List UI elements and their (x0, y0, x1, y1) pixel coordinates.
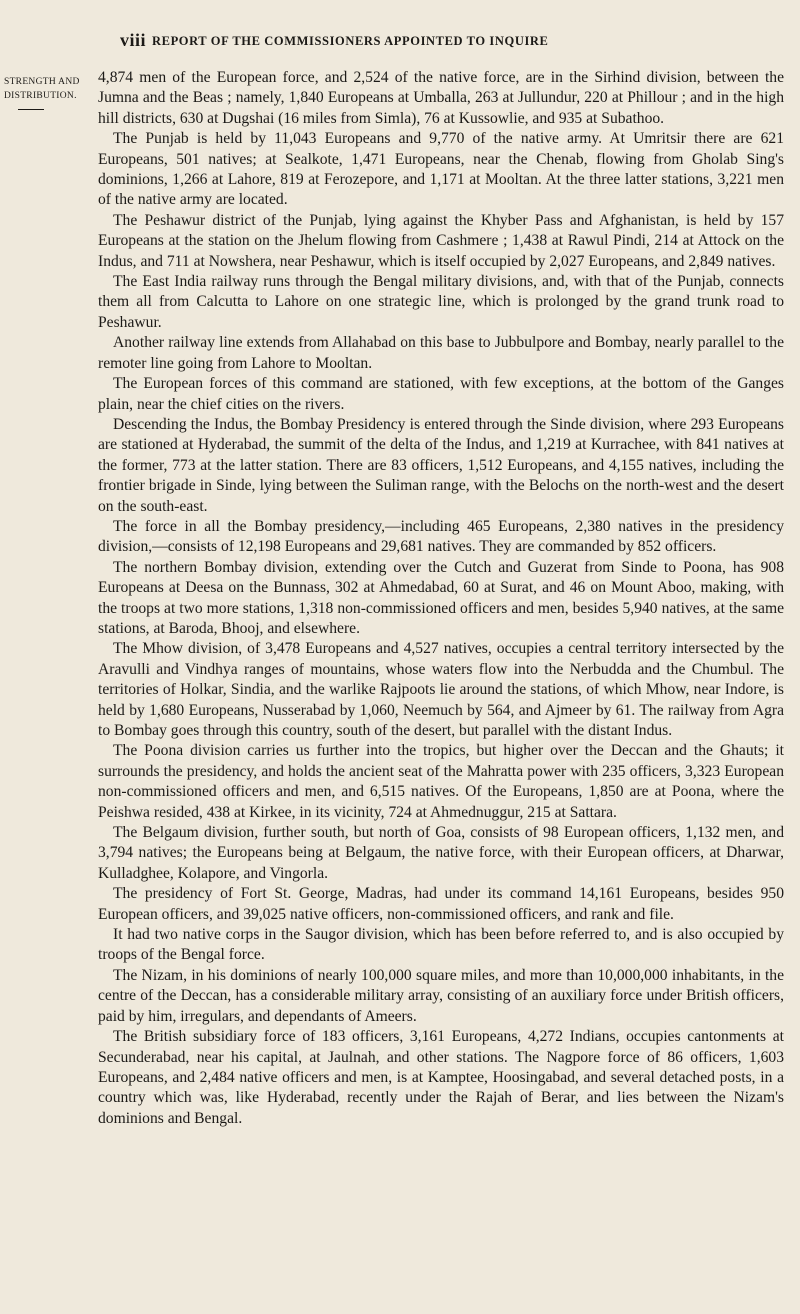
margin-note-line-2: DISTRIBUTION. (4, 91, 77, 101)
paragraph: The European forces of this command are stationed, with few exceptions, at the bottom of the Ganges plain, near the chief cities on the rivers. (98, 375, 784, 413)
margin-note-rule (18, 109, 44, 110)
paragraph: The presidency of Fort St. George, Madras, had under its command 14,161 Europeans, besides 950 European officers, and 39,025 native officers, non-commissioned officers, and rank and file. (98, 885, 784, 923)
paragraph: The force in all the Bombay presidency,—including 465 Europeans, 2,380 natives in the presidency division,—consists of 12,198 Europeans and 29,681 natives. They are commanded by 852 officers. (98, 517, 784, 556)
page-header (0, 30, 800, 54)
paragraph: The Belgaum division, further south, but north of Goa, consists of 98 European officers, 1,132 men, and 3,794 natives; the Europeans being at Belgaum, the native force, with their European officers, at Dharwar, Kulladghee, Kolapore, and Vingorla. (98, 824, 784, 882)
margin-note-line-1: STRENGTH AND (4, 77, 80, 87)
paragraph: The British subsidiary force of 183 officers, 3,161 Europeans, 4,272 Indians, occupies cantonments at Secunderabad, near his capital, at Jaulnah, and other stations. The Nagpore force of 86 officers, 1,603 Europeans, and 2,484 native officers and men, is at Kamptee, Hoosingabad, and several detached posts, in a country which was, like Hyderabad, recently under the Rajah of Berar, and lies between the Nizam's dominions and Bengal. (98, 1028, 784, 1127)
running-head: REPORT OF THE COMMISSIONERS APPOINTED TO INQUIRE (152, 34, 549, 48)
margin-note (4, 75, 96, 110)
paragraph: 4,874 men of the European force, and 2,524 of the native force, are in the Sirhind division, between the Jumna and the Beas ; namely, 1,840 Europeans at Umballa, 263 at Jullundur, 220 at Phillour ; and in the high hill districts, 630 at Dugshai (16 miles from Simla), 76 at Kussowlie, and 935 at Subathoo. (98, 69, 784, 127)
paragraph: Another railway line extends from Allahabad on this base to Jubbulpore and Bombay, nearly parallel to the remoter line going from Lahore to Mooltan. (98, 334, 784, 372)
paragraph: It had two native corps in the Saugor division, which has been before referred to, and is also occupied by troops of the Bengal force. (98, 926, 784, 964)
paragraph: The Mhow division, of 3,478 Europeans and 4,527 natives, occupies a central territory intersected by the Aravulli and Vindhya ranges of mountains, whose waters flow into the Nerbudda and the Chumbul. The territories of Holkar, Sindia, and the warlike Rajpoots lie around the stations, of which Mhow, near Indore, is held by 1,680 Europeans, Nusserabad by 1,060, Neemuch by 564, and Ajmeer by 61. The railway from Agra to Bombay goes through this country, south of the desert, but parallel with the distant Indus. (98, 640, 784, 739)
paragraph: The East India railway runs through the Bengal military divisions, and, with that of the Punjab, connects them all from Calcutta to Lahore on one strategic line, which is prolonged by the grand trunk road to Peshawur. (98, 273, 784, 331)
paragraph: The Peshawur district of the Punjab, lying against the Khyber Pass and Afghanistan, is held by 157 Europeans at the station on the Jhelum flowing from Cashmere ; 1,438 at Rawul Pindi, 214 at Attock on the Indus, and 711 at Nowshera, near Peshawur, which is itself occupied by 2,027 Europeans, and 2,849 natives. (98, 211, 784, 270)
body-text (98, 68, 784, 1129)
paragraph: The Poona division carries us further into the tropics, but higher over the Deccan and the Ghauts; it surrounds the presidency, and holds the ancient seat of the Mahratta power with 235 officers, 3,323 European non-commissioned officers and men, and 6,515 natives. Of the Europeans, 1,850 are at Poona, where the Peishwa resided, 438 at Kirkee, in its vicinity, 724 at Ahmednuggur, 215 at Sattara. (98, 742, 784, 821)
paragraph: The Punjab is held by 11,043 Europeans and 9,770 of the native army. At Umritsir there are 621 Europeans, 501 natives; at Sealkote, 1,471 Europeans, near the Chenab, flowing from Gholab Sing's dominions, 1,266 at Lahore, 819 at Ferozepore, and 1,171 at Mooltan. At the three latter stations, 3,221 men of the native army are located. (98, 130, 784, 209)
paragraph: Descending the Indus, the Bombay Presidency is entered through the Sinde division, where 293 Europeans are stationed at Hyderabad, the summit of the delta of the Indus, and 1,219 at Kurrachee, with 841 natives at the former, 773 at the latter station. There are 83 officers, 1,512 Europeans, and 4,155 natives, including the frontier brigade in Sinde, lying between the Suliman range, with the Belochs on the north-west and the desert on the south-east. (98, 415, 784, 515)
paragraph: The northern Bombay division, extending over the Cutch and Guzerat from Sinde to Poona, has 908 Europeans at Deesa on the Bunnass, 302 at Ahmedabad, 60 at Surat, and 46 on Mount Aboo, making, with the troops at two more stations, 1,318 non-commissioned officers and men, besides 5,940 natives, at the same stations, at Baroda, Bhooj, and elsewhere. (98, 558, 784, 637)
paragraph: The Nizam, in his dominions of nearly 100,000 square miles, and more than 10,000,000 inhabitants, in the centre of the Deccan, has a considerable military array, consisting of an auxiliary force under British officers, paid by him, irregulars, and dependants of Ameers. (98, 966, 784, 1025)
page-number: viii (120, 30, 147, 50)
